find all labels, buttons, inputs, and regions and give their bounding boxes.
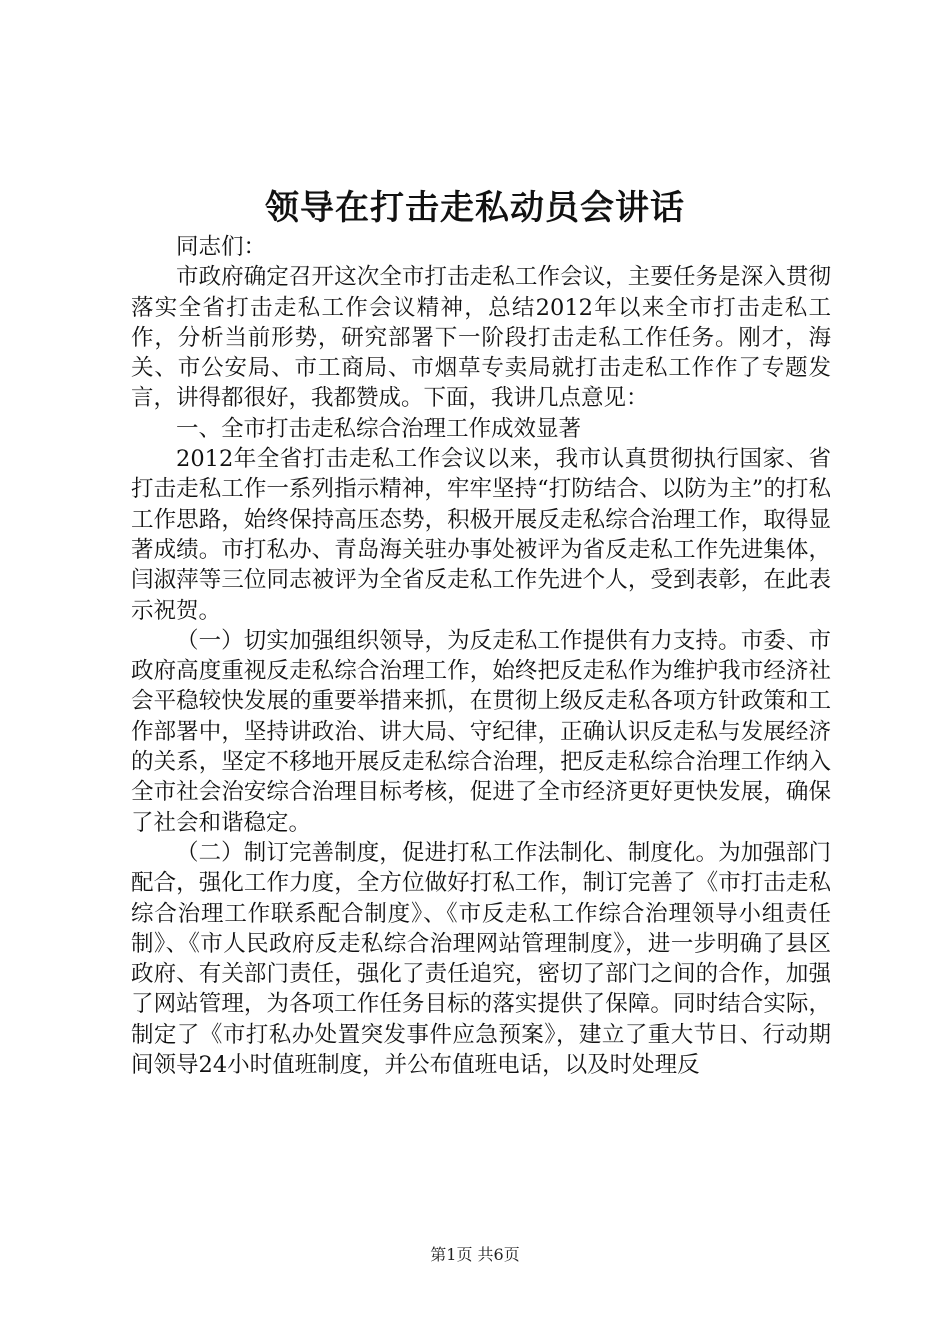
page-number-footer: 第1页 共6页 — [430, 1245, 520, 1264]
document-title: 领导在打击走私动员会讲话 — [265, 188, 685, 228]
paragraph: 2012年全省打击走私工作会议以来，我市认真贯彻执行国家、省打击走私工作一系列指示精神，牢牢坚持“打防结合、以防为主”的打私工作思路，始终保持高压态势，积极开展反走私综合治理工作，取得显著成绩。市打私办、青岛海关驻办事处被评为省反走私工作先进集体，闫淑萍等三位同志被评为全省反走私工作先进个人，受到表彰，在此表示祝贺。 — [131, 446, 831, 624]
paragraph: （二）制订完善制度，促进打私工作法制化、制度化。为加强部门配合，强化工作力度，全方位做好打私工作，制订完善了《市打击走私综合治理工作联系配合制度》、《市反走私工作综合治理领导小组责任制》、《市人民政府反走私综合治理网站管理制度》，进一步明确了县区政府、有关部门责任，强化了责任追究，密切了部门之间的合作，加强了网站管理，为各项工作任务目标的落实提供了保障。同时结合实际，制定了《市打私办处置突发事件应急预案》，建立了重大节日、行动期间领导24小时值班制度，并公布值班电话，以及时处理反 — [131, 839, 831, 1079]
document-body — [131, 232, 831, 1080]
section-heading: 一、全市打击走私综合治理工作成效显著 — [176, 415, 582, 442]
salutation: 同志们： — [176, 234, 267, 260]
paragraph: （一）切实加强组织领导，为反走私工作提供有力支持。市委、市政府高度重视反走私综合治理工作，始终把反走私作为维护我市经济社会平稳较快发展的重要举措来抓，在贯彻上级反走私各项方针政策和工作部署中，坚持讲政治、讲大局、守纪律，正确认识反走私与发展经济的关系，坚定不移地开展反走私综合治理，把反走私综合治理工作纳入全市社会治安综合治理目标考核，促进了全市经济更好更快发展，确保了社会和谐稳定。 — [131, 627, 831, 836]
paragraph: 市政府确定召开这次全市打击走私工作会议，主要任务是深入贯彻落实全省打击走私工作会议精神，总结2012年以来全市打击走私工作，分析当前形势，研究部署下一阶段打击走私工作任务。刚才，海关、市公安局、市工商局、市烟草专卖局就打击走私工作作了专题发言，讲得都很好，我都赞成。下面，我讲几点意见： — [131, 264, 831, 412]
